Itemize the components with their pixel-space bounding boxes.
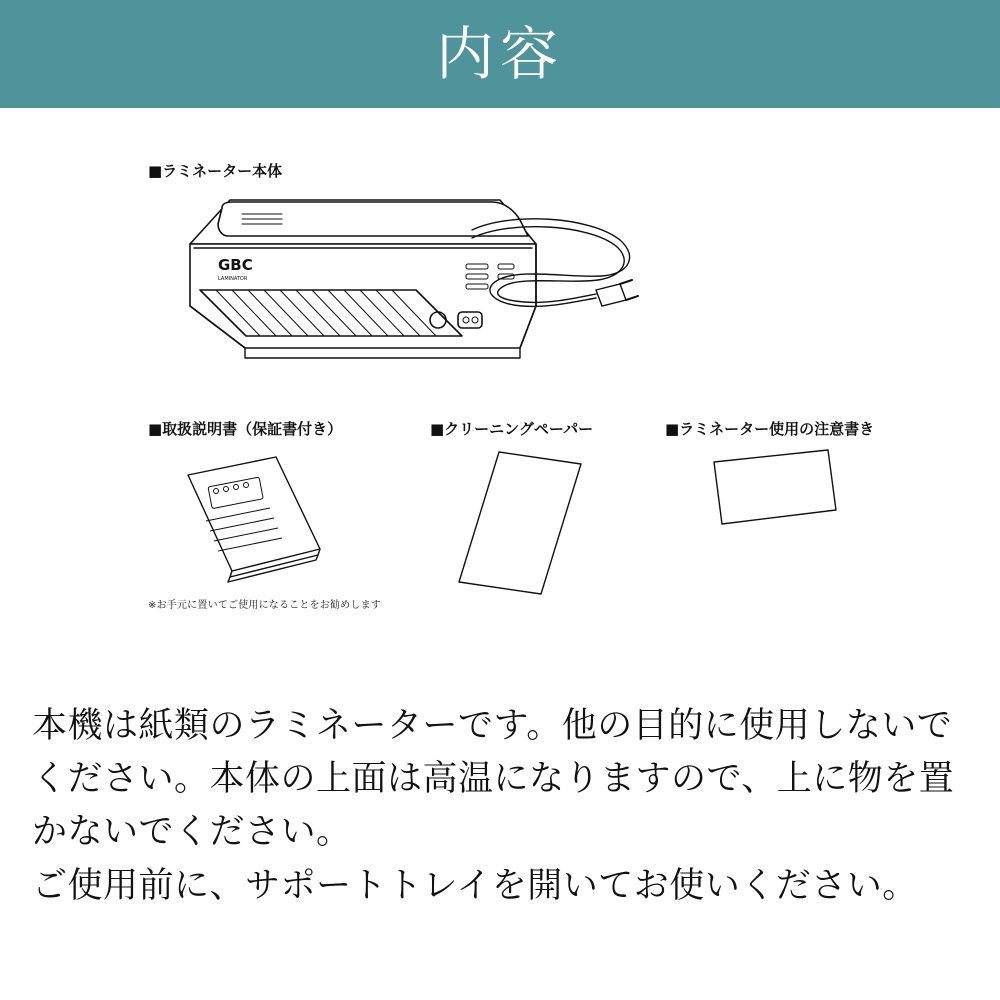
card-icon — [710, 448, 840, 548]
svg-text:GBC: GBC — [218, 256, 253, 274]
body-paragraph-1: 本機は紙類のラミネーターです。他の目的に使用しないでください。本体の上面は高温になりますので、上に物を置かないでください。 — [32, 706, 955, 853]
label-cleaning-paper: ■クリーニングペーパー — [430, 420, 594, 438]
page-title: 内容 — [435, 20, 564, 88]
footnote-text: ※お手元に置いてご使用になることをお勧めします — [148, 600, 381, 611]
label-manual: ■取扱説明書（保証書付き） — [148, 420, 343, 438]
header-band — [0, 0, 1000, 108]
body-text — [32, 700, 976, 913]
sheet-icon — [455, 448, 585, 598]
svg-text:LAMINATOR: LAMINATOR — [218, 276, 248, 282]
power-cord-icon — [470, 218, 660, 328]
label-caution-notes: ■ラミネーター使用の注意書き — [665, 420, 875, 438]
booklet-icon — [180, 453, 330, 583]
label-main-unit: ■ラミネーター本体 — [148, 162, 283, 180]
body-paragraph-2: ご使用前に、サポートトレイを開いてお使いください。 — [32, 865, 918, 906]
contents-illustration-panel — [0, 108, 1000, 668]
